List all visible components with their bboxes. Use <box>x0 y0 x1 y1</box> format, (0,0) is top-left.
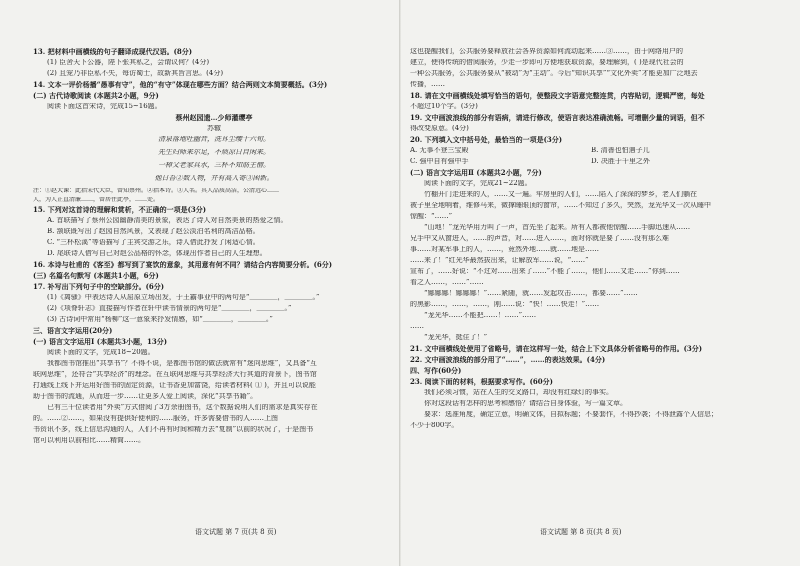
text-line: 书资讯不多，线上信息沟通的人，人们不再有时间和精力去“复制”以前的状况了，于是图书 <box>33 426 314 433</box>
text-line: 看之人……，……”…… <box>410 279 484 286</box>
text-line: 被子里全地响着，维修马来，微撑睡眼顶的窗帘，……不知过了多久，突然，龙光华又一次从睡中 <box>410 202 711 209</box>
text-line: 已有三千位读者用“外卖”方式借阅了3万余册图书，这个数据说明人们的需求是真实存在 <box>47 404 318 411</box>
text-line: (3) 古诗词中常用“杨柳”这一意象来抒发情感，如“＿＿＿＿，＿＿＿＿。” <box>47 316 273 323</box>
text-line: 19. 文中画波浪线的部分有语病，请进行修改，使语言表达准确流畅。可增删少量的词语，但不 <box>410 114 705 122</box>
text-line: (一) 语言文字运用Ⅰ (本题共3小题，13分) <box>33 338 168 346</box>
option-text: A. 无事不登三宝殿 <box>410 147 469 154</box>
text-line: 阅读下面的文字，完成21~22题。 <box>424 180 532 187</box>
text-line: 16. 本诗与杜甫的《客至》都写到了宴饮的意象，其用意有何不同？请结合内容简要分析。(6分) <box>33 261 333 269</box>
option-text: D. 决胜于千里之外 <box>591 158 650 165</box>
text-line: 注：①赵大谏：此指宋代大臣，曾知蔡州。②指本诗。③人名。其人品质高洁，公清远心…… <box>33 188 280 194</box>
option-text: C. 强中自有强中手 <box>410 158 469 165</box>
text-line: 先生归师来尔足，不烦凉日自闲来。 <box>158 149 270 156</box>
page-fold <box>399 0 401 566</box>
text-line: 得改变原意。(4分) <box>410 125 469 132</box>
text-line: 兄手中又从窗进入，……的声音，对……进入……，面对你就是要了……没有那么难 <box>410 235 669 242</box>
footer-left: 语文试题 第 7 页(共 8 页) <box>195 528 277 536</box>
text-line: B. 颔联既写出了赵园自然风景，又表现了赵公淡泊名利的高洁品格。 <box>47 228 260 235</box>
text-line: (2)《项脊轩志》直接描写作者在轩中读书情景的两句是“＿＿＿＿，＿＿＿＿。” <box>47 305 292 312</box>
text-line: 22. 文中画波浪线的部分用了“……”，……的表达效果。(4分) <box>410 356 606 364</box>
text-line: 事……对某军事上的人，……，竟然外地……就……地是…… <box>410 246 599 253</box>
text-line: 15. 下列对这首诗的理解和赏析，不正确的一项是(3分) <box>33 206 207 214</box>
option-row <box>410 158 772 169</box>
text-line: 助于图书的流通，从而进一步……让更多人爱上阅读，深化“共享书籍”。 <box>33 393 258 400</box>
text-line: (2) 且宠乃非臣私不失，每访蜀士，故新其旨言思。(4分) <box>47 70 224 77</box>
text-line: 的黑影……，……，……，刚……说：“快！……快走！”…… <box>410 301 600 308</box>
text-line: (三) 名篇名句默写 (本题共1小题，6分) <box>33 272 159 280</box>
footer-right: 语文试题 第 8 页(共 8 页) <box>540 528 622 536</box>
text-line: 阅读下面这首宋诗，完成15~16题。 <box>47 103 162 110</box>
text-line: 蔡州赵园遗…少师灌缨亭 <box>175 114 253 122</box>
text-line: 不少于800字。 <box>410 422 459 429</box>
text-line: 13. 把材料中画横线的句子翻译成现代汉语。(8分) <box>33 48 193 56</box>
text-line: (二) 语言文字运用Ⅱ (本题共2小题，7分) <box>410 169 542 177</box>
text-line: C. “三杯松溪”等语描写了主宾交游之乐，诗人借此抒发了闲适心情。 <box>47 239 260 246</box>
text-line: 的。……②……，如果没有提供好便利的……服务，许多需要借书的人……上图 <box>33 415 278 422</box>
text-line: 清泉落地吐幽音，洗耳尘缨十六旬。 <box>158 136 270 143</box>
text-line: 18. 请在文中画横线处填写恰当的语句，使整段文字语意完整连贯，内容贴切，逻辑严密，每处 <box>410 92 705 100</box>
text-line: 你对这段话有怎样的思考和感悟？请结合自身体验，写一篇文章。 <box>424 400 627 407</box>
text-line: A. 首联描写了蔡州公园幽静清美的景象，表达了诗人对自然美景的热爱之情。 <box>47 217 288 224</box>
text-line: (1) 臣舍天下公器，陛下张其私之，会谓议何？(4分) <box>47 59 210 66</box>
text-line: 一棹父老家具水，三杯不知筋主僧。 <box>158 162 270 169</box>
option-row <box>410 147 772 158</box>
text-line: 三、语言文字运用(20分) <box>33 327 113 335</box>
text-line: 17. 补写出下列句子中的空缺部分。(6分) <box>33 283 165 291</box>
text-line: 建立，使得传统的借阅服务，少走一步即可方便地获取资源，要理解到，( )是现代社会的 <box>410 59 684 66</box>
text-line: 人，为人正直清廉……，曾居住此亭，……处。 <box>33 197 160 203</box>
text-line: 21. 文中画横线处使用了省略号，请在这样写一处，结合上下文具体分析省略号的作用。(3分) <box>410 345 703 353</box>
text-line: 传播，…… <box>410 81 445 88</box>
left-page <box>33 48 395 538</box>
text-line: 阅读下面的文字，完成18~20题。 <box>47 349 155 356</box>
text-line: 14. 文本一评价杨播“愚事有守”，他的“有守”体现在哪些方面？结合两则文本简要概括。(3分) <box>33 81 328 89</box>
text-line: “龙光华，挺住了！” <box>424 334 488 341</box>
text-line: (二) 古代诗歌阅读 (本题共2小题，9分) <box>33 92 159 100</box>
text-line: 苏辙 <box>207 125 221 132</box>
text-line: 我们必须习惯，站在人生的交叉路口，却没有红绿灯的事实。 <box>424 389 613 396</box>
text-line: ……来了！”红光华最然拔出来，让解放军……说，“……” <box>410 257 589 264</box>
option-text: B. 清善也怕遇子儿 <box>591 147 650 154</box>
text-line: 他日吾②数人物，井有高人寄③困新。 <box>154 175 274 182</box>
text-line: 要求：选准角度，确定立意，明确文体，自拟标题；不要套作，不得抄袭；不得泄露个人信息； <box>424 411 718 418</box>
text-line: 竹棚开门走进来的人，……又一遍。牢房里的人们，……陷入了深深的梦乡，老人们躺在 <box>424 191 697 198</box>
text-line: 惊醒：“……” <box>410 213 453 220</box>
text-line: …… <box>410 323 424 330</box>
text-line: 宣布了，……好说：“不过对……出来了……”不能了……，他们……又走……”你到…… <box>410 268 680 275</box>
text-line: 四、写作(60分) <box>410 367 462 375</box>
right-page <box>410 48 772 538</box>
text-line: (1)《离骚》中表达诗人从屈原立场出发，于王霸事业中的两句是“＿＿＿＿，＿＿＿＿。” <box>47 294 320 301</box>
text-line: 不超过10个字。(3分) <box>410 103 478 110</box>
text-line: “龙光华……不能把……！……”…… <box>424 312 537 319</box>
text-line: 联网思维”，还符合“共享经济”的理念。在互联网思维与共享经济大行其道的背景下，图书馆 <box>33 371 317 378</box>
text-line: 20. 下列填入文中括号处，最恰当的一项是(3分) <box>410 136 563 144</box>
text-line: “娜娜娜！娜娜娜！”……紧随，就……发起攻击……，都要……”…… <box>424 290 638 297</box>
text-line: 这也提醒我们，公共服务要释放社会各界资源如何流动起来……③……，由于网络用户的 <box>410 48 683 55</box>
text-line: 打通线上线下并运用好图书的固定资源，让书香更加富饶，给读者材料( ① )，并且可以说能 <box>33 382 316 389</box>
text-line: 馆可以利用以前相比……精简……。 <box>33 437 145 444</box>
text-line: D. 尾联诗人借写自己对赵公品格的怀念，体现出作者自己的人生理想。 <box>47 250 267 257</box>
text-line: 一种公共服务，公共服务要从“被动”为“主动”。今后“知识共享”“文化外卖”才能更加广泛地去 <box>410 70 698 77</box>
text-line: 23. 阅读下面的材料，根据要求写作。(60分) <box>410 378 553 386</box>
text-line: 我都图书馆推出“共享书”？不得不说，是都图书馆的做法就常有“迷向思维”，又具备“互 <box>47 360 317 367</box>
text-line: “山地！”龙光华用力叫了一声，首先坐了起来。所有人都被他惊醒……手脚迅速从…… <box>424 224 691 231</box>
